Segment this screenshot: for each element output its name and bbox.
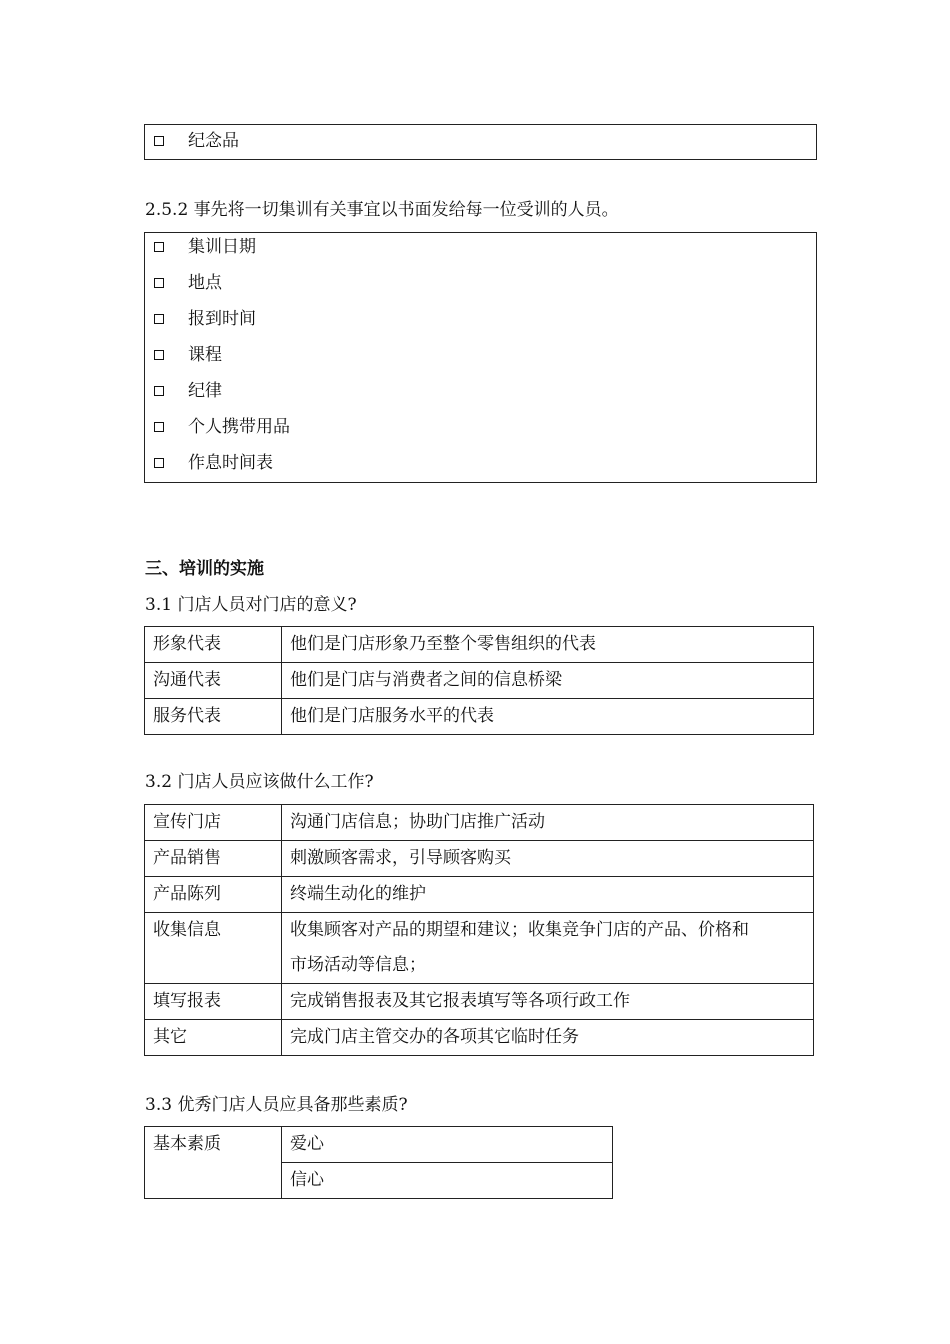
table-value-cell: 终端生动化的维护 bbox=[282, 877, 814, 913]
table-value-cell: 他们是门店与消费者之间的信息桥梁 bbox=[282, 663, 814, 699]
checklist-item: 课程 bbox=[145, 337, 222, 373]
table-value-cell: 完成门店主管交办的各项其它临时任务 bbox=[282, 1020, 814, 1056]
table-key-cell: 其它 bbox=[145, 1020, 282, 1056]
table-row bbox=[145, 984, 814, 1020]
section-3-2-title: 3.2 门店人员应该做什么工作? bbox=[145, 772, 374, 792]
checkbox-icon[interactable] bbox=[154, 458, 164, 468]
checklist-item: 报到时间 bbox=[145, 301, 256, 337]
table-row bbox=[145, 877, 814, 913]
table-value-cell: 爱心 bbox=[282, 1127, 613, 1163]
duties-table bbox=[144, 804, 814, 1056]
table-key-cell: 填写报表 bbox=[145, 984, 282, 1020]
section-3-1-title: 3.1 门店人员对门店的意义? bbox=[145, 595, 357, 615]
table-key-cell: 沟通代表 bbox=[145, 663, 282, 699]
table-value-cell: 沟通门店信息；协助门店推广活动 bbox=[282, 805, 814, 841]
checkbox-icon[interactable] bbox=[154, 136, 164, 146]
table-row bbox=[145, 913, 814, 984]
table-value-cell: 完成销售报表及其它报表填写等各项行政工作 bbox=[282, 984, 814, 1020]
table-row bbox=[145, 1020, 814, 1056]
table-key-cell: 服务代表 bbox=[145, 699, 282, 735]
table-key-cell: 宣传门店 bbox=[145, 805, 282, 841]
table-value-line: 收集顾客对产品的期望和建议；收集竞争门店的产品、价格和 bbox=[290, 920, 749, 940]
table-value-cell bbox=[282, 913, 814, 984]
table-value-cell: 他们是门店形象乃至整个零售组织的代表 bbox=[282, 627, 814, 663]
table-row bbox=[145, 805, 814, 841]
table-key-cell: 产品销售 bbox=[145, 841, 282, 877]
table-key-cell: 基本素质 bbox=[145, 1127, 282, 1199]
table-key-cell: 形象代表 bbox=[145, 627, 282, 663]
table-row bbox=[145, 663, 814, 699]
table-key-cell: 产品陈列 bbox=[145, 877, 282, 913]
section-3-3-title: 3.3 优秀门店人员应具备那些素质? bbox=[145, 1095, 408, 1115]
table-key-cell: 收集信息 bbox=[145, 913, 282, 984]
meaning-table bbox=[144, 626, 814, 735]
qualities-table bbox=[144, 1126, 613, 1199]
table-value-line: 市场活动等信息； bbox=[290, 955, 426, 975]
section-2-5-2-title: 2.5.2 事先将一切集训有关事宜以书面发给每一位受训的人员。 bbox=[145, 200, 619, 220]
checkbox-icon[interactable] bbox=[154, 242, 164, 252]
table-row bbox=[145, 699, 814, 735]
table-value-cell: 信心 bbox=[282, 1163, 613, 1199]
checkbox-icon[interactable] bbox=[154, 314, 164, 324]
souvenir-checklist-box bbox=[144, 124, 817, 160]
checklist-item: 集训日期 bbox=[145, 229, 256, 265]
section-3-heading: 三、培训的实施 bbox=[145, 559, 264, 579]
table-value-cell: 他们是门店服务水平的代表 bbox=[282, 699, 814, 735]
checklist-item: 纪律 bbox=[145, 373, 222, 409]
table-row bbox=[145, 841, 814, 877]
notice-checklist-box bbox=[144, 232, 817, 483]
checkbox-icon[interactable] bbox=[154, 422, 164, 432]
checklist-item: 纪念品 bbox=[145, 123, 239, 159]
checkbox-icon[interactable] bbox=[154, 350, 164, 360]
checklist-item: 地点 bbox=[145, 265, 222, 301]
table-row bbox=[145, 1127, 613, 1163]
checklist-item: 作息时间表 bbox=[145, 445, 273, 481]
table-value-cell: 刺激顾客需求，引导顾客购买 bbox=[282, 841, 814, 877]
checklist-item: 个人携带用品 bbox=[145, 409, 290, 445]
table-row bbox=[145, 627, 814, 663]
checkbox-icon[interactable] bbox=[154, 386, 164, 396]
checkbox-icon[interactable] bbox=[154, 278, 164, 288]
